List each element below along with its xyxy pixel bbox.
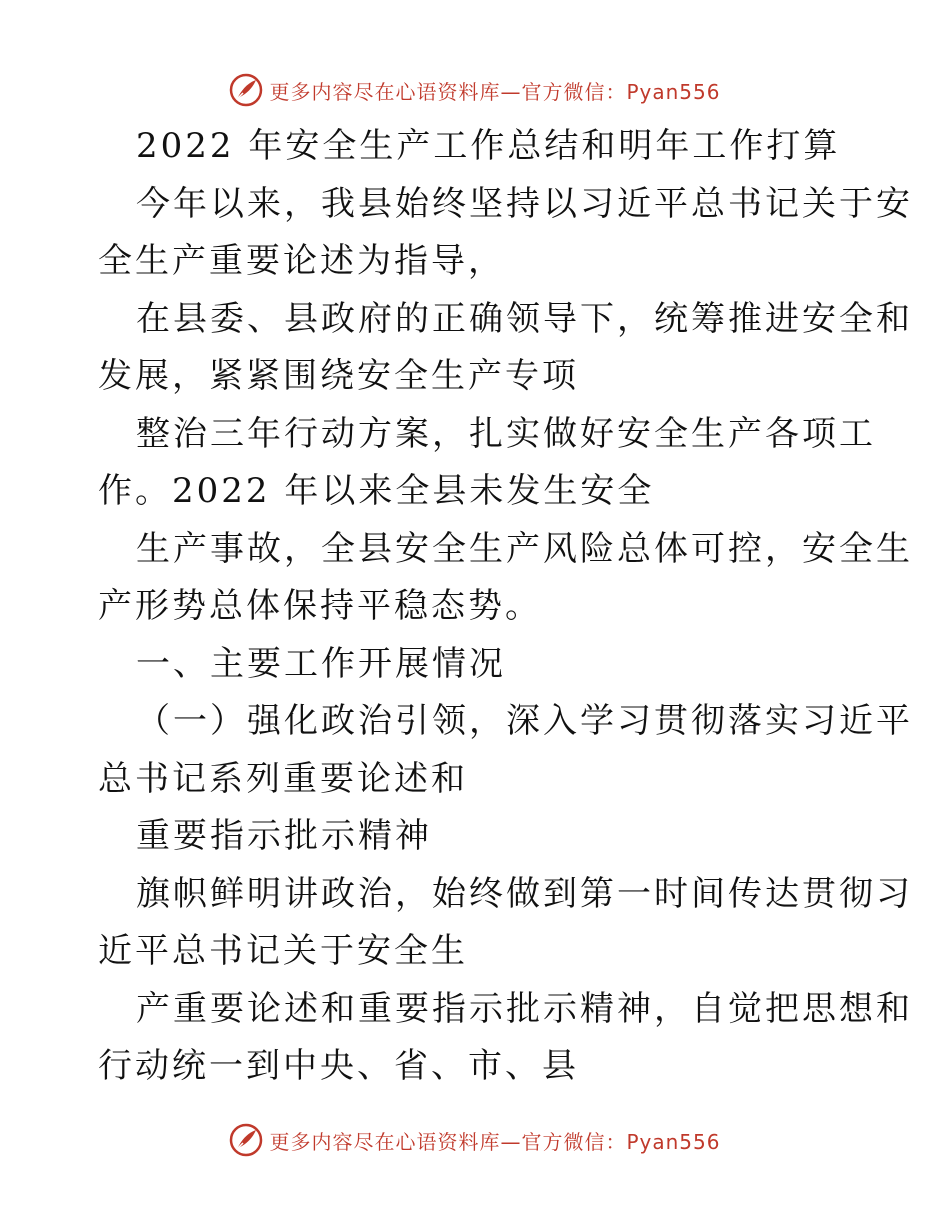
- text-line: 整治三年行动方案，扎实做好安全生产各项工: [136, 413, 876, 454]
- text-line: （一）强化政治引领，深入学习贯彻落实习近平: [136, 701, 913, 741]
- text-line: 2022 年安全生产工作总结和明年工作打算: [136, 126, 841, 166]
- text-line: 产重要论述和重要指示批示精神，自觉把思想和: [136, 988, 913, 1029]
- text-line: 近平总书记关于安全生: [98, 931, 468, 971]
- text-line: 在县委、县政府的正确领导下，统筹推进安全和: [136, 298, 913, 339]
- watermark-separator: —: [500, 1129, 522, 1154]
- watermark-contact: 官方微信：Pyan556: [521, 1129, 721, 1154]
- watermark-contact: 官方微信：Pyan556: [521, 79, 721, 104]
- document-body: [98, 118, 913, 1096]
- text-line: 作。2022 年以来全县未发生安全: [98, 471, 655, 511]
- text-line: 今年以来，我县始终坚持以习近平总书记关于安: [136, 183, 913, 224]
- quill-pen-logo-icon: [229, 73, 263, 107]
- quill-pen-logo-icon: [229, 1123, 263, 1157]
- text-line: 总书记系列重要论述和: [98, 758, 468, 799]
- text-line: 行动统一到中央、省、市、县: [98, 1046, 579, 1086]
- watermark-banner-bottom: [0, 1120, 950, 1160]
- text-line: 旗帜鲜明讲政治，始终做到第一时间传达贯彻习: [136, 873, 913, 914]
- text-line: 生产事故，全县安全生产风险总体可控，安全生: [136, 528, 913, 569]
- watermark-brand: 更多内容尽在心语资料库: [269, 79, 501, 104]
- watermark-banner-top: [0, 70, 950, 110]
- text-line: 全生产重要论述为指导，: [98, 241, 505, 281]
- text-line: 发展，紧紧围绕安全生产专项: [98, 356, 579, 396]
- text-line: 重要指示批示精神: [136, 816, 432, 856]
- text-line: 一、主要工作开展情况: [136, 643, 506, 684]
- watermark-separator: —: [500, 79, 522, 104]
- watermark-brand: 更多内容尽在心语资料库: [269, 1129, 501, 1154]
- text-line: 产形势总体保持平稳态势。: [98, 586, 542, 626]
